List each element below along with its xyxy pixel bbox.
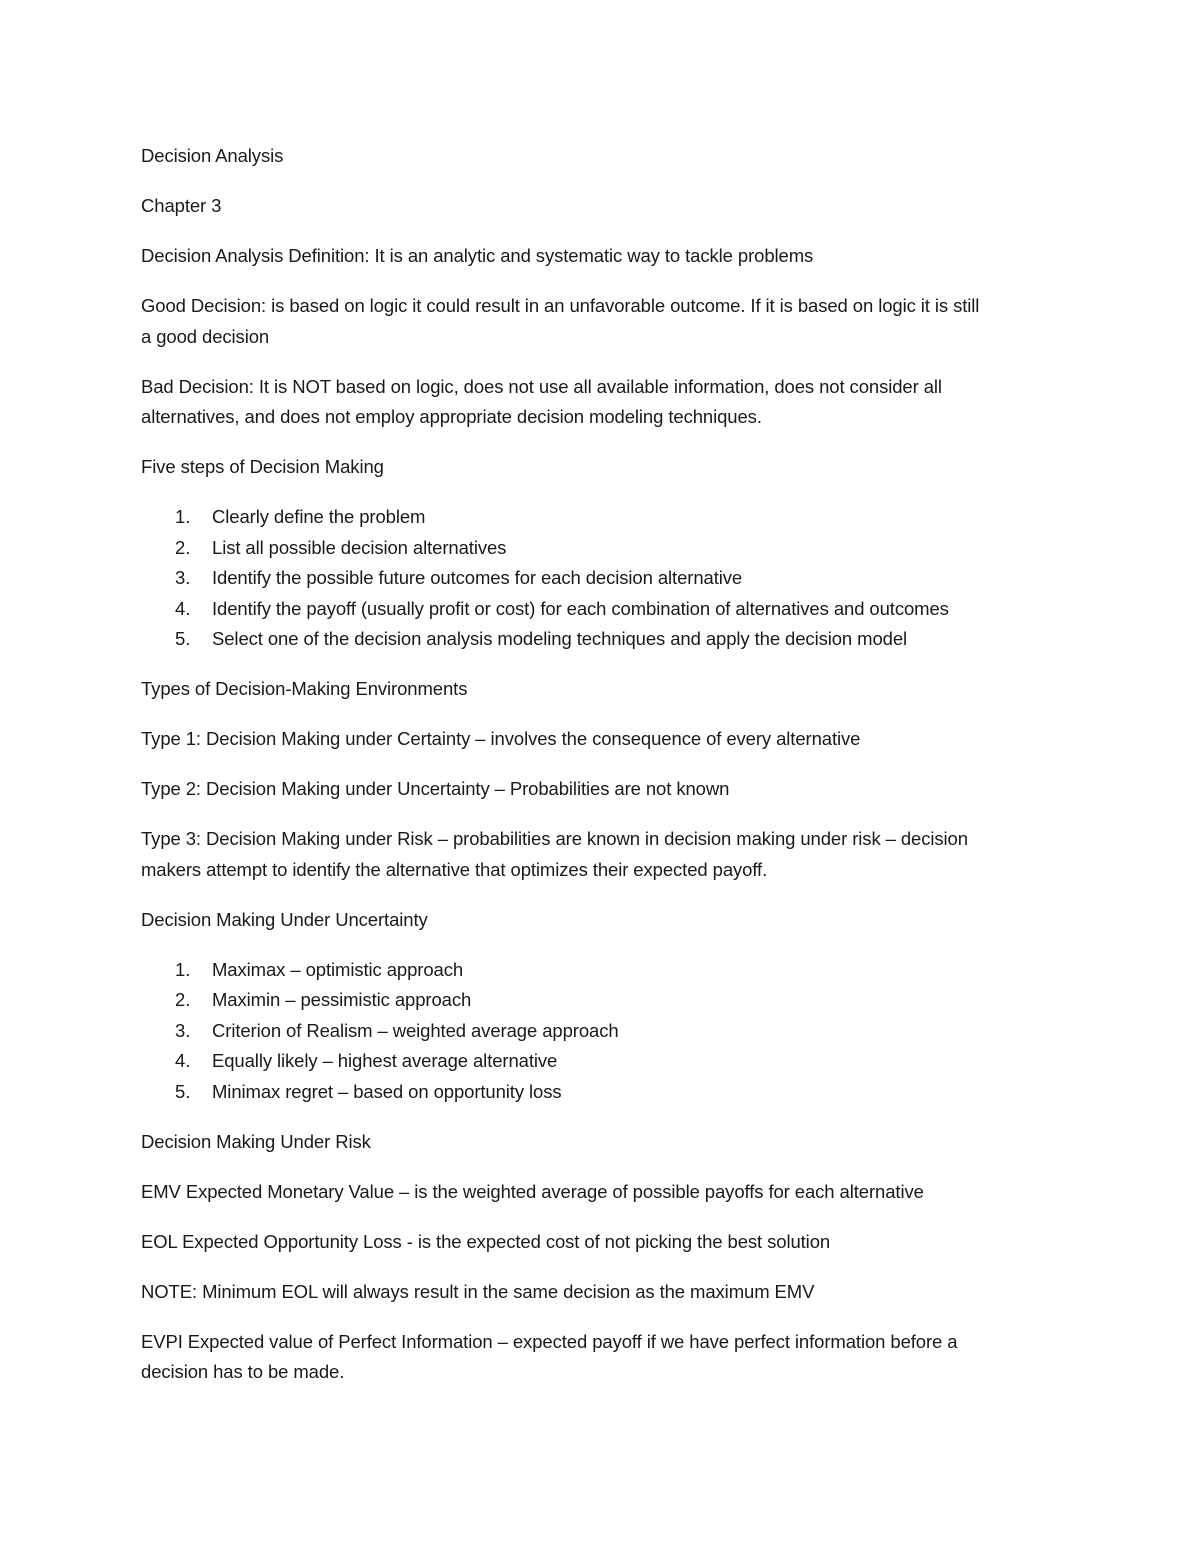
list-number: 2. <box>175 536 191 558</box>
bad-decision-line-1: Bad Decision: It is NOT based on logic, does not use all available information, does not consider all <box>141 375 942 397</box>
good-decision-paragraph <box>141 291 1071 352</box>
list-item-text: Select one of the decision analysis modeling techniques and apply the decision model <box>212 628 908 649</box>
bad-decision-line-2: alternatives, and does not employ appropriate decision modeling techniques. <box>141 406 762 427</box>
type-2-paragraph: Type 2: Decision Making under Uncertainty – Probabilities are not known <box>141 778 730 799</box>
emv-paragraph: EMV Expected Monetary Value – is the weighted average of possible payoffs for each alternative <box>141 1180 924 1202</box>
list-item <box>141 1046 1071 1077</box>
chapter-label: Chapter 3 <box>141 195 222 216</box>
document-title: Decision Analysis <box>141 145 284 166</box>
list-item <box>141 1077 1071 1108</box>
five-steps-list <box>141 502 1071 655</box>
good-decision-line-2: a good decision <box>141 325 270 347</box>
list-item-text: Identify the payoff (usually profit or cost) for each combination of alternatives and outcomes <box>212 597 949 619</box>
bad-decision-paragraph <box>141 372 1071 433</box>
list-item <box>141 985 1071 1016</box>
evpi-paragraph <box>141 1327 1071 1388</box>
list-number: 5. <box>175 1080 191 1102</box>
type-3-paragraph <box>141 824 1071 885</box>
list-item <box>141 624 1071 655</box>
good-decision-line-1: Good Decision: is based on logic it could result in an unfavorable outcome. If it is based on logic it is still <box>141 295 980 316</box>
type-1-paragraph: Type 1: Decision Making under Certainty – involves the consequence of every alternative <box>141 728 861 749</box>
list-item <box>141 533 1071 564</box>
risk-heading: Decision Making Under Risk <box>141 1130 371 1152</box>
evpi-line-2: decision has to be made. <box>141 1361 345 1382</box>
list-item-text: Equally likely – highest average alternative <box>212 1050 558 1071</box>
list-number: 1. <box>175 958 191 980</box>
list-item-text: List all possible decision alternatives <box>212 536 507 558</box>
list-item <box>141 955 1071 986</box>
list-item-text: Identify the possible future outcomes for each decision alternative <box>212 567 743 588</box>
list-item-text: Maximax – optimistic approach <box>212 958 464 980</box>
list-item <box>141 1016 1071 1047</box>
list-item-text: Clearly define the problem <box>212 506 426 527</box>
list-number: 1. <box>175 506 191 527</box>
definition-paragraph: Decision Analysis Definition: It is an analytic and systematic way to tackle problems <box>141 245 814 266</box>
list-number: 4. <box>175 1050 191 1071</box>
type-3-line-1: Type 3: Decision Making under Risk – probabilities are known in decision making under risk – decision <box>141 828 968 849</box>
uncertainty-heading: Decision Making Under Uncertainty <box>141 908 428 930</box>
environments-heading: Types of Decision-Making Environments <box>141 678 468 699</box>
list-item <box>141 594 1071 625</box>
type-3-line-2: makers attempt to identify the alternative that optimizes their expected payoff. <box>141 858 768 880</box>
list-item-text: Minimax regret – based on opportunity loss <box>212 1080 562 1102</box>
list-item-text: Criterion of Realism – weighted average approach <box>212 1019 619 1041</box>
list-number: 5. <box>175 628 191 649</box>
list-number: 4. <box>175 597 191 619</box>
evpi-line-1: EVPI Expected value of Perfect Information – expected payoff if we have perfect information before a <box>141 1330 958 1352</box>
list-number: 2. <box>175 989 191 1010</box>
five-steps-heading: Five steps of Decision Making <box>141 456 384 477</box>
eol-paragraph: EOL Expected Opportunity Loss - is the expected cost of not picking the best solution <box>141 1230 831 1252</box>
list-item-text: Maximin – pessimistic approach <box>212 989 472 1010</box>
list-item <box>141 563 1071 594</box>
document-body <box>141 141 1071 1407</box>
list-item <box>141 502 1071 533</box>
list-number: 3. <box>175 567 191 588</box>
uncertainty-list <box>141 955 1071 1108</box>
list-number: 3. <box>175 1019 191 1041</box>
note-paragraph: NOTE: Minimum EOL will always result in the same decision as the maximum EMV <box>141 1280 815 1302</box>
